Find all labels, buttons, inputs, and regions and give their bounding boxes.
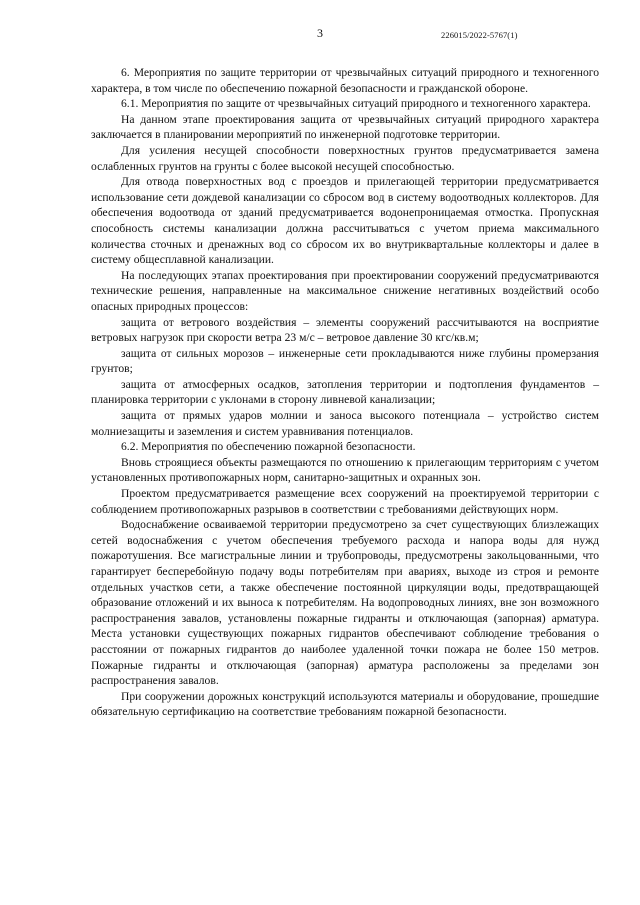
paragraph: При сооружении дорожных конструкций используются материалы и оборудование, прошедшие обязательную сертификацию на соответствие требованиям пожарной безопасности. (91, 689, 599, 719)
paragraph: Водоснабжение осваиваемой территории предусмотрено за счет существующих близлежащих сетей водоснабжения с учетом обеспечения требуемого расхода и напора воды для нужд пожаротушения. Все магистральные линии и трубопроводы, предусмотрены закольцованными, что гарантирует бесперебойную подачу воды потребителям при авариях, выходе из строя и ремонте отдельных участков сети, а также обеспечение постоянной циркуляции воды, предотвращающей образование отложений и их выноса к потребителям. На водопроводных линиях, вне зон возможного распространения завалов, установлены пожарные гидранты и отключающая (запорная) арматура. Места установки существующих пожарных гидрантов обеспечивают соблюдение требования о расстоянии от пожарных гидрантов до наиболее удаленной точки пожара не более 150 метров. Пожарные гидранты и отключающая (запорная) арматура расположены за пределами зон распространения завалов. (91, 518, 599, 688)
subsection-heading-6-2: 6.2. Мероприятия по обеспечению пожарной безопасности. (121, 440, 416, 454)
paragraph: На последующих этапах проектирования при проектировании сооружений предусматриваются технические решения, направленные на максимальное снижение негативных воздействий особо опасных природных процессов: (91, 268, 599, 313)
page-number: 3 (317, 26, 323, 40)
subsection-heading-6-1: 6.1. Мероприятия по защите от чрезвычайных ситуаций природного и техногенного характера. (121, 97, 591, 111)
section-heading-6: 6. Мероприятия по защите территории от чрезвычайных ситуаций природного и техногенного характера, в том числе по обеспечению пожарной безопасности и гражданской обороне. (91, 66, 599, 95)
document-number: 226015/2022-5767(1) (441, 30, 518, 40)
list-item: защита от атмосферных осадков, затопления территории и подтопления фундаментов – планировка территории с уклонами в сторону ливневой канализации; (91, 377, 599, 407)
paragraph: На данном этапе проектирования защита от чрезвычайных ситуаций природного характера заключается в планировании мероприятий по инженерной подготовке территории. (91, 112, 599, 142)
list-item: защита от сильных морозов – инженерные сети прокладываются ниже глубины промерзания грунтов; (91, 346, 599, 376)
paragraph: Проектом предусматривается размещение всех сооружений на проектируемой территории с соблюдением противопожарных разрывов в соответствии с требованиями действующих норм. (91, 487, 599, 516)
paragraph: Для усиления несущей способности поверхностных грунтов предусматривается замена ослабленных грунтов на грунты с более высокой несущей способностью. (91, 143, 599, 173)
list-item: защита от прямых ударов молнии и заноса высокого потенциала – устройство систем молниезащиты и заземления и систем уравнивания потенциалов. (91, 409, 599, 438)
document-body (91, 65, 599, 720)
list-item: защита от ветрового воздействия – элементы сооружений рассчитываются на восприятие ветровых нагрузок при скорости ветра 23 м/с – ветровое давление 30 кгс/кв.м; (91, 315, 599, 345)
paragraph: Для отвода поверхностных вод с проездов и прилегающей территории предусматривается использование сети дождевой канализации со сбросом вод в систему водоотводных коллекторов. Для обеспечения водоотвода от зданий предусматривается водонепроницаемая отмостка. Пропускная способность системы канализации должна рассчитываться с учетом приема максимального количества сточных и дренажных вод со сбросом их во внутриквартальные коллекторы и далее в систему общесплавной канализации. (91, 175, 599, 267)
paragraph: Вновь строящиеся объекты размещаются по отношению к прилегающим территориям с учетом установленных противопожарных норм, санитарно-защитных и охранных зон. (91, 455, 599, 485)
